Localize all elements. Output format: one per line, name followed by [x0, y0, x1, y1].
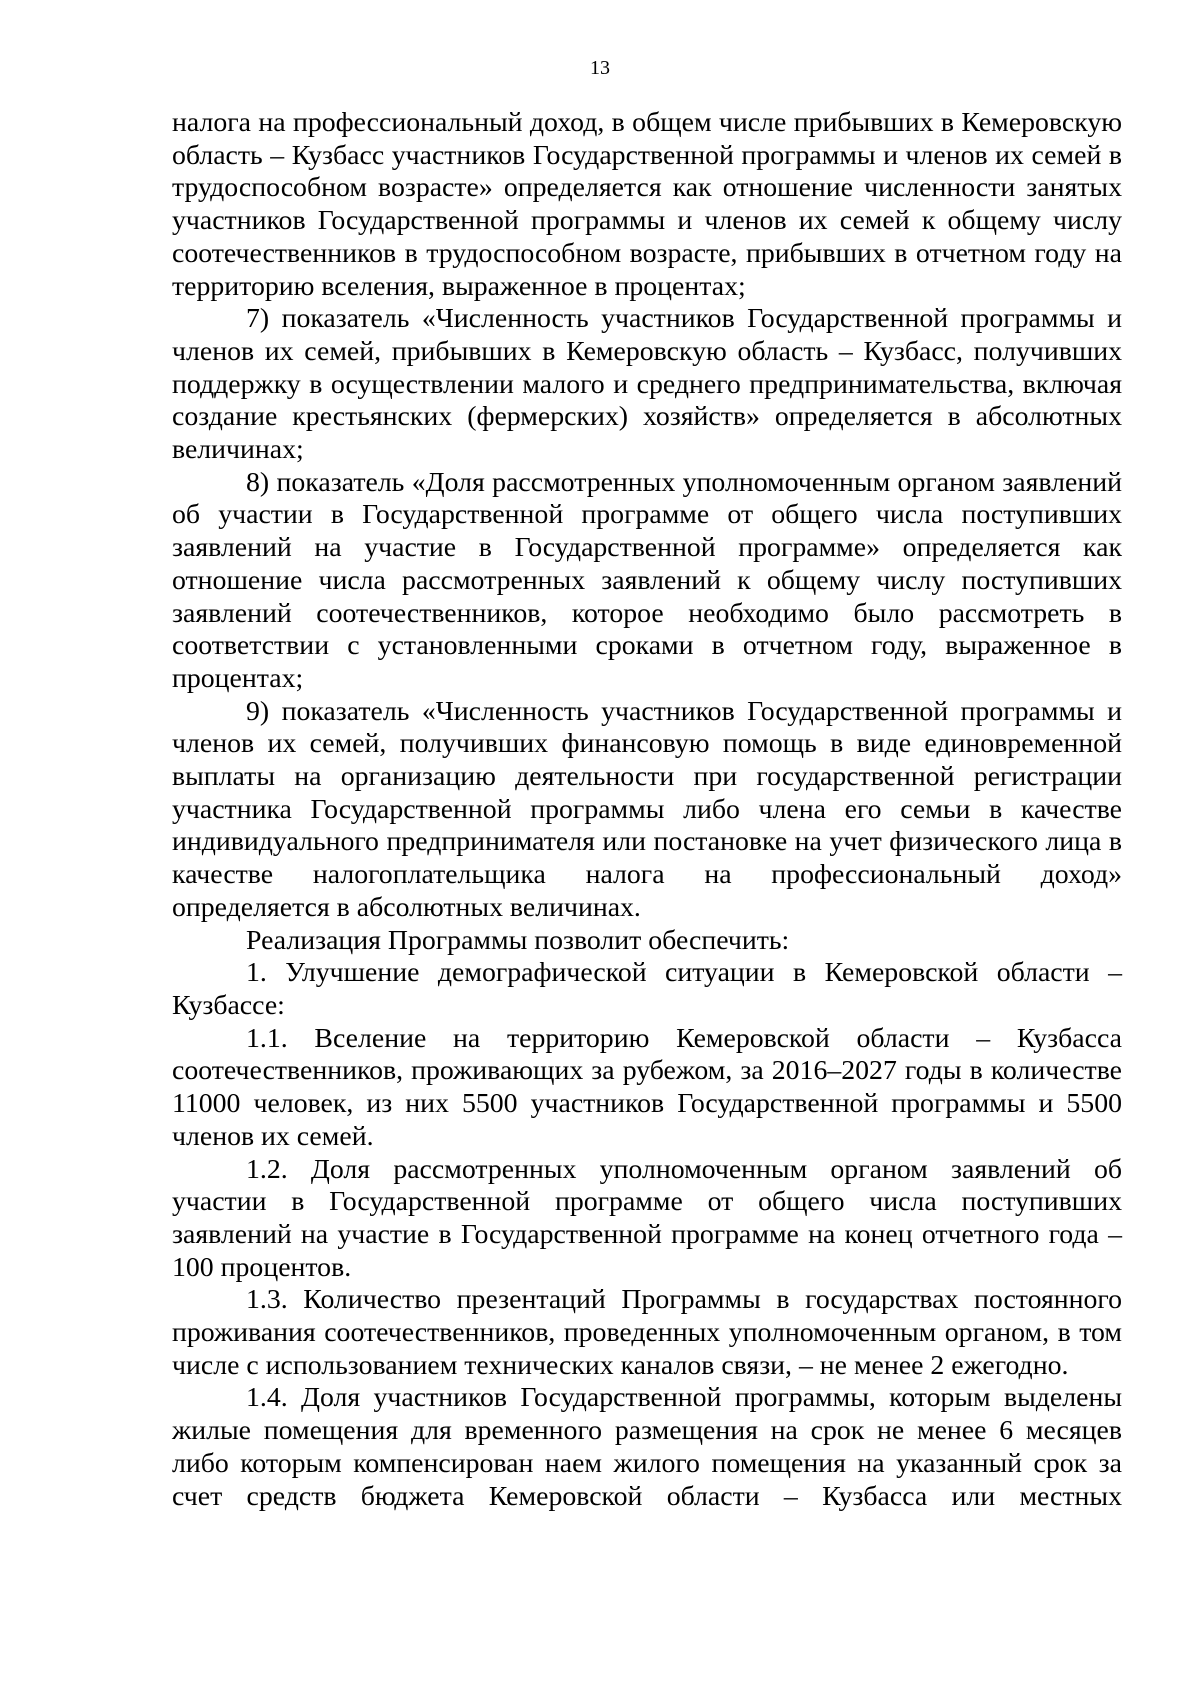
paragraph: 8) показатель «Доля рассмотренных уполномоченным органом заявлений об участии в Государственной программе от общего числа поступивших заявлений на участие в Государственной программе» определяется как отношение числа рассмотренных заявлений к общему числу поступивших заявлений соотечественников, которое необходимо было рассмотреть в соответствии с установленными сроками в отчетном году, выраженное в процентах; [172, 466, 1122, 694]
paragraph: 7) показатель «Численность участников Государственной программы и членов их семей, прибывших в Кемеровскую область – Кузбасс, получивших поддержку в осуществлении малого и среднего предпринимательства, включая создание крестьянских (фермерских) хозяйств» определяется в абсолютных величинах; [172, 303, 1122, 466]
paragraph: 9) показатель «Численность участников Государственной программы и членов их семей, получивших финансовую помощь в виде единовременной выплаты на организацию деятельности при государственной регистрации участника Государственной программы либо члена его семьи в качестве индивидуального предпринимателя или постановке на учет физического лица в качестве налогоплательщика налога на профессиональный доход» определяется в абсолютных величинах. [172, 695, 1122, 923]
paragraph: налога на профессиональный доход, в общем числе прибывших в Кемеровскую область – Кузбасс участников Государственной программы и членов их семей в трудоспособном возрасте» определяется как отношение численности занятых участников Государственной программы и членов их семей к общему числу соотечественников в трудоспособном возрасте, прибывших в отчетном году на территорию вселения, выраженное в процентах; [172, 107, 1122, 302]
paragraph-continued: 1.4. Доля участников Государственной программы, которым выделены жилые помещения для временного размещения на срок не менее 6 месяцев либо которым компенсирован наем жилого помещения на указанный срок за счет средств бюджета Кемеровской области – Кузбасса или местных [172, 1382, 1122, 1512]
paragraph: 1. Улучшение демографической ситуации в Кемеровской области – Кузбассе: [172, 957, 1122, 1021]
page-number: 13 [590, 57, 610, 79]
paragraph: 1.2. Доля рассмотренных уполномоченным органом заявлений об участии в Государственной программе от общего числа поступивших заявлений на участие в Государственной программе на конец отчетного года – 100 процентов. [172, 1153, 1122, 1283]
paragraph: 1.3. Количество презентаций Программы в государствах постоянного проживания соотечественников, проведенных уполномоченным органом, в том числе с использованием технических каналов связи, – не менее 2 ежегодно. [172, 1284, 1122, 1381]
document-body [172, 107, 1122, 1513]
paragraph: 1.1. Вселение на территорию Кемеровской области – Кузбасса соотечественников, проживающих за рубежом, за 2016–2027 годы в количестве 11000 человек, из них 5500 участников Государственной программы и 5500 членов их семей. [172, 1022, 1122, 1152]
paragraph: Реализация Программы позволит обеспечить: [246, 924, 790, 956]
